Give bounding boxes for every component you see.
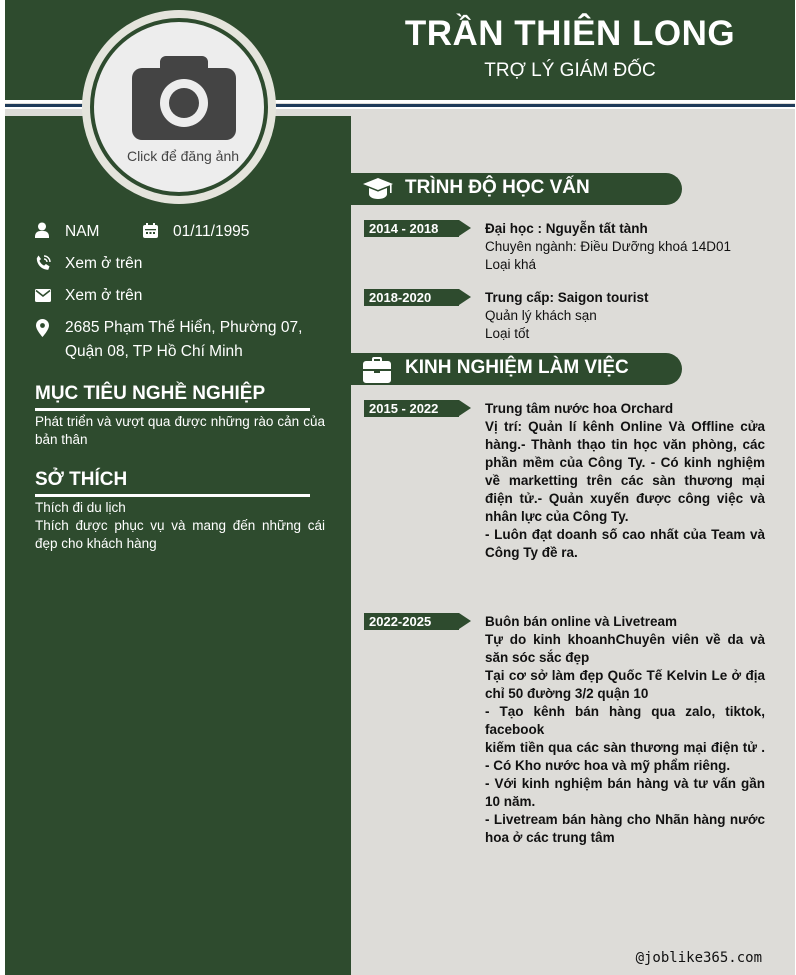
graduation-cap-icon [363,177,393,201]
hobby-item: Thích đi du lịch [35,500,126,515]
watermark: @joblike365.com [635,950,762,966]
job-title: TRỢ LÝ GIÁM ĐỐC [484,60,656,81]
objective-heading: MỤC TIÊU NGHỀ NGHIỆP [35,383,266,404]
experience-date: 2015 - 2022 [364,400,459,417]
experience-description: Tại cơ sở làm đẹp Quốc Tế Kelvin Le ở địa chỉ 50 đường 3/2 quận 10 [485,668,765,701]
user-icon [35,222,49,238]
experience-description: Vị trí: Quản lí kênh Online Và Offline cửa hàng.- Thành thạo tin học văn phòng, các phần mềm của Công Ty. - Có kinh nghiệm về marketting trên các sàn thương mại điện tử.- Quản xuyến được công việc và nhân lực của Công Ty. [485,419,765,524]
hobby-item: Thích được phục vụ và mang đến những cái đẹp cho khách hàng [35,518,325,551]
experience-entry [485,400,765,562]
education-title: Trung cấp: Saigon tourist [485,290,649,305]
phone: Xem ở trên [65,255,143,272]
avatar-upload-label: Click để đăng ảnh [126,148,240,164]
education-entry [485,289,765,343]
hobbies-heading: SỞ THÍCH [35,469,128,490]
location-pin-icon [36,319,49,337]
experience-company: Trung tâm nước hoa Orchard [485,401,674,416]
gender: NAM [65,223,100,240]
address-line-2: Quận 08, TP Hồ Chí Minh [65,343,243,360]
education-detail: Chuyên ngành: Điều Dưỡng khoá 14D01 [485,239,732,254]
education-section-header [351,173,682,205]
avatar-frame [82,10,276,204]
experience-description: - Luôn đạt doanh số cao nhất của Team và Công Ty đề ra. [485,527,765,560]
education-detail: Quản lý khách sạn [485,308,597,323]
hobbies-rule [35,494,310,497]
education-grade: Loại tốt [485,326,530,341]
cv-page [5,0,795,975]
education-date: 2014 - 2018 [364,220,459,237]
experience-heading: KINH NGHIỆM LÀM VIỆC [405,357,629,378]
email-icon [35,289,51,302]
full-name: TRẦN THIÊN LONG [404,14,736,53]
experience-description: kiếm tiền qua các sàn thương mại điện tử . - Có Kho nước hoa và mỹ phẩm riêng. [485,740,765,773]
experience-company: Buôn bán online và Livetream [485,614,678,629]
education-grade: Loại khá [485,257,537,272]
experience-description: - Tạo kênh bán hàng qua zalo, tiktok, facebook [485,704,765,737]
experience-date: 2022-2025 [364,613,459,630]
experience-description: Tự do kinh khoanhChuyên viên về da và săn sóc sắc đẹp [485,632,765,665]
experience-entry [485,613,765,847]
experience-section-header [351,353,682,385]
education-date: 2018-2020 [364,289,459,306]
education-heading: TRÌNH ĐỘ HỌC VẤN [405,177,590,198]
objective-text: Phát triển và vượt qua được những rào cản của bản thân [35,414,325,447]
objective-rule [35,408,310,411]
avatar-upload[interactable] [90,18,268,196]
experience-description: - Với kinh nghiệm bán hàng và tư vấn gần 10 năm. [485,776,765,809]
calendar-icon [143,223,158,238]
email: Xem ở trên [65,287,143,304]
camera-icon [132,52,236,142]
education-title: Đại học : Nguyễn tất tành [485,221,648,236]
phone-icon [35,255,51,271]
briefcase-icon [363,357,391,383]
birthday: 01/11/1995 [173,223,250,240]
education-entry [485,220,765,274]
experience-description: - Livetream bán hàng cho Nhãn hàng nước hoa ở các trung tâm [485,812,765,845]
address-line-1: 2685 Phạm Thế Hiển, Phường 07, [65,319,303,336]
